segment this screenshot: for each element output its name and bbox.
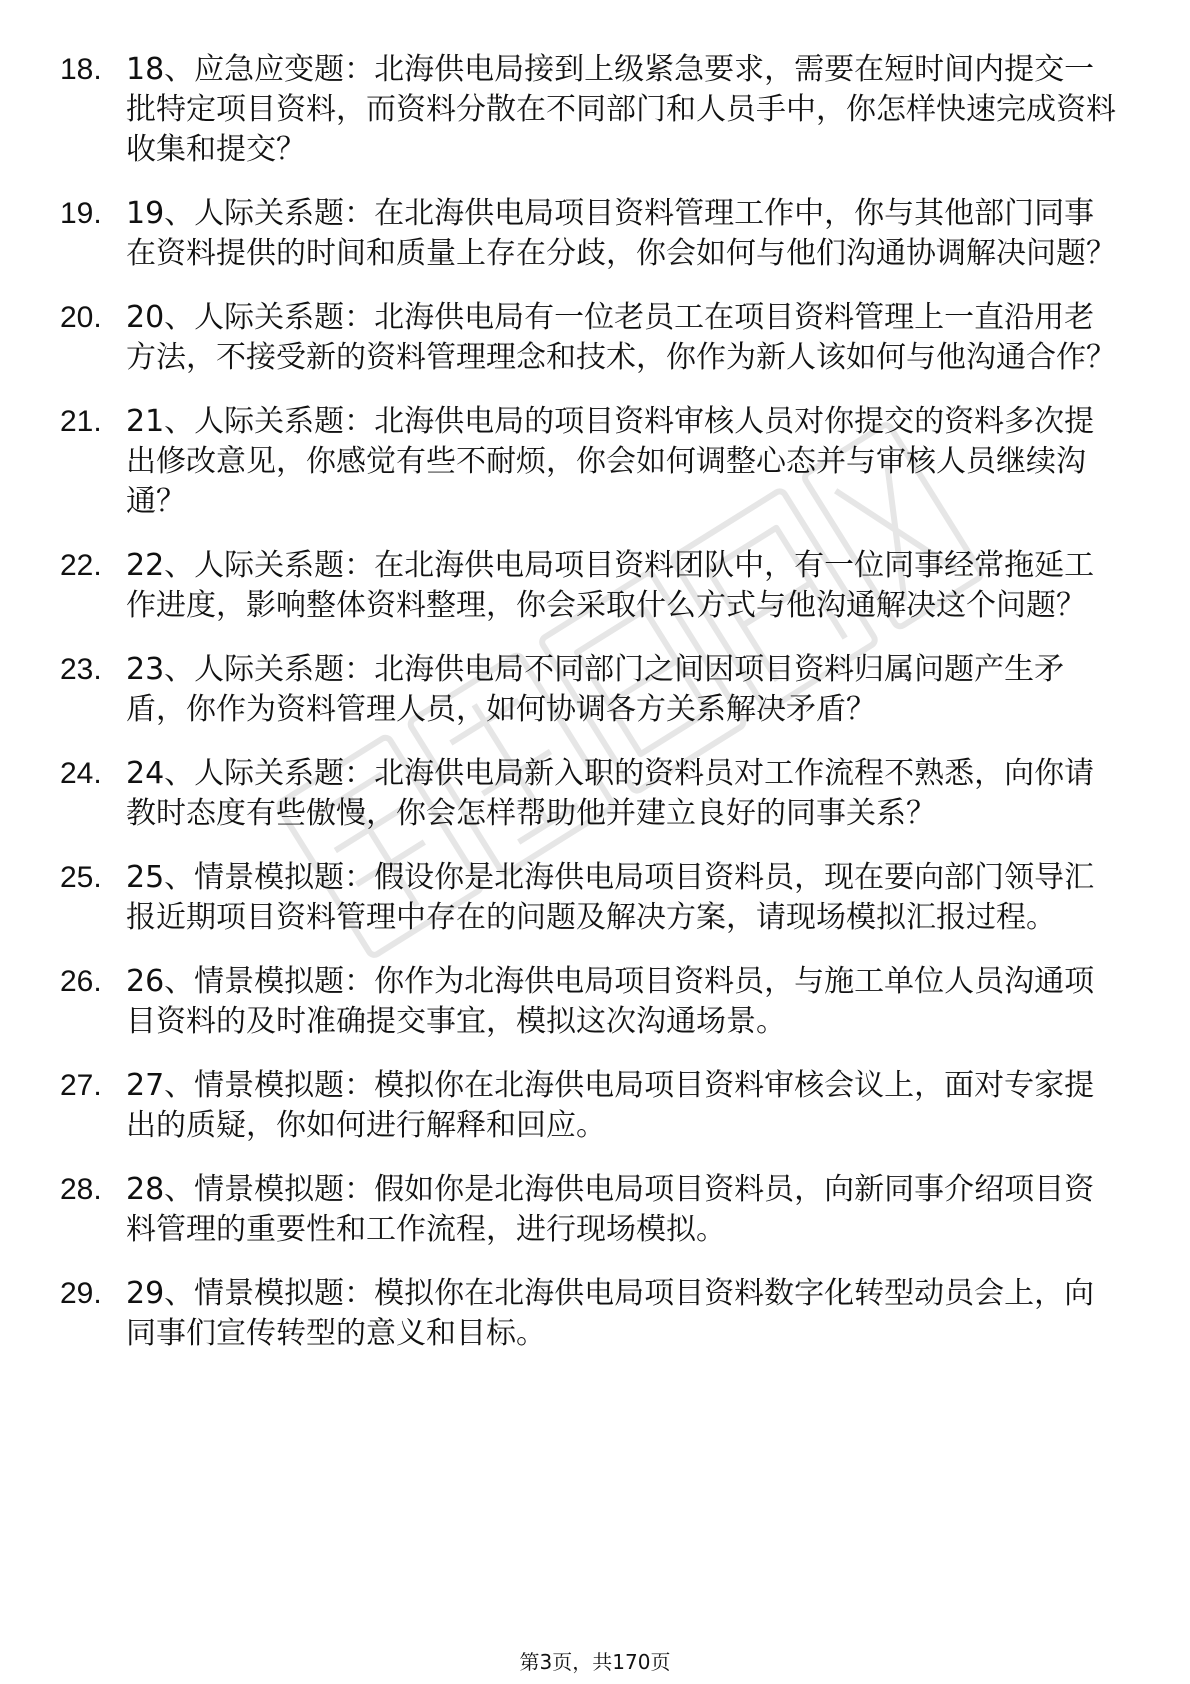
question-item	[60, 50, 1120, 170]
question-number: 23.	[60, 653, 102, 686]
question-number: 24.	[60, 757, 102, 790]
question-item	[60, 650, 1120, 730]
question-number: 19.	[60, 197, 102, 230]
question-text: 21、人际关系题：北海供电局的项目资料审核人员对你提交的资料多次提出修改意见，你感觉有些不耐烦，你会如何调整心态并与审核人员继续沟通？	[126, 404, 1095, 519]
question-item	[60, 1274, 1120, 1354]
question-text: 18、应急应变题：北海供电局接到上级紧急要求，需要在短时间内提交一批特定项目资料，而资料分散在不同部门和人员手中，你怎样快速完成资料收集和提交？	[126, 52, 1116, 167]
question-text: 19、人际关系题：在北海供电局项目资料管理工作中，你与其他部门同事在资料提供的时间和质量上存在分歧，你会如何与他们沟通协调解决问题？	[126, 196, 1116, 271]
question-text: 24、人际关系题：北海供电局新入职的资料员对工作流程不熟悉，向你请教时态度有些傲慢，你会怎样帮助他并建立良好的同事关系？	[126, 756, 1095, 831]
question-number: 29.	[60, 1277, 102, 1310]
question-number: 27.	[60, 1069, 102, 1102]
question-item	[60, 298, 1120, 378]
question-number: 18.	[60, 53, 102, 86]
question-item	[60, 194, 1120, 274]
question-item	[60, 858, 1120, 938]
question-list	[60, 50, 1120, 1378]
question-text: 27、情景模拟题：模拟你在北海供电局项目资料审核会议上，面对专家提出的质疑，你如何进行解释和回应。	[126, 1068, 1095, 1143]
question-item	[60, 546, 1120, 626]
question-text: 28、情景模拟题：假如你是北海供电局项目资料员，向新同事介绍项目资料管理的重要性和工作流程，进行现场模拟。	[126, 1172, 1095, 1247]
question-number: 20.	[60, 301, 102, 334]
question-text: 29、情景模拟题：模拟你在北海供电局项目资料数字化转型动员会上，向同事们宣传转型的意义和目标。	[126, 1276, 1095, 1351]
question-number: 22.	[60, 549, 102, 582]
question-text: 25、情景模拟题：假设你是北海供电局项目资料员，现在要向部门领导汇报近期项目资料管理中存在的问题及解决方案，请现场模拟汇报过程。	[126, 860, 1095, 935]
question-number: 21.	[60, 405, 102, 438]
question-number: 26.	[60, 965, 102, 998]
question-text: 22、人际关系题：在北海供电局项目资料团队中，有一位同事经常拖延工作进度，影响整体资料整理，你会采取什么方式与他沟通解决这个问题？	[126, 548, 1095, 623]
question-text: 23、人际关系题：北海供电局不同部门之间因项目资料归属问题产生矛盾，你作为资料管理人员，如何协调各方关系解决矛盾？	[126, 652, 1065, 727]
question-number: 28.	[60, 1173, 102, 1206]
question-number: 25.	[60, 861, 102, 894]
question-item	[60, 1066, 1120, 1146]
question-item	[60, 1170, 1120, 1250]
question-item	[60, 402, 1120, 522]
page-footer	[0, 1650, 1190, 1674]
question-text: 20、人际关系题：北海供电局有一位老员工在项目资料管理上一直沿用老方法，不接受新的资料管理理念和技术，你作为新人该如何与他沟通合作？	[126, 300, 1116, 375]
question-item	[60, 754, 1120, 834]
question-text: 26、情景模拟题：你作为北海供电局项目资料员，与施工单位人员沟通项目资料的及时准确提交事宜，模拟这次沟通场景。	[126, 964, 1095, 1039]
page-number-label: 第3页，共170页	[519, 1650, 671, 1674]
question-item	[60, 962, 1120, 1042]
